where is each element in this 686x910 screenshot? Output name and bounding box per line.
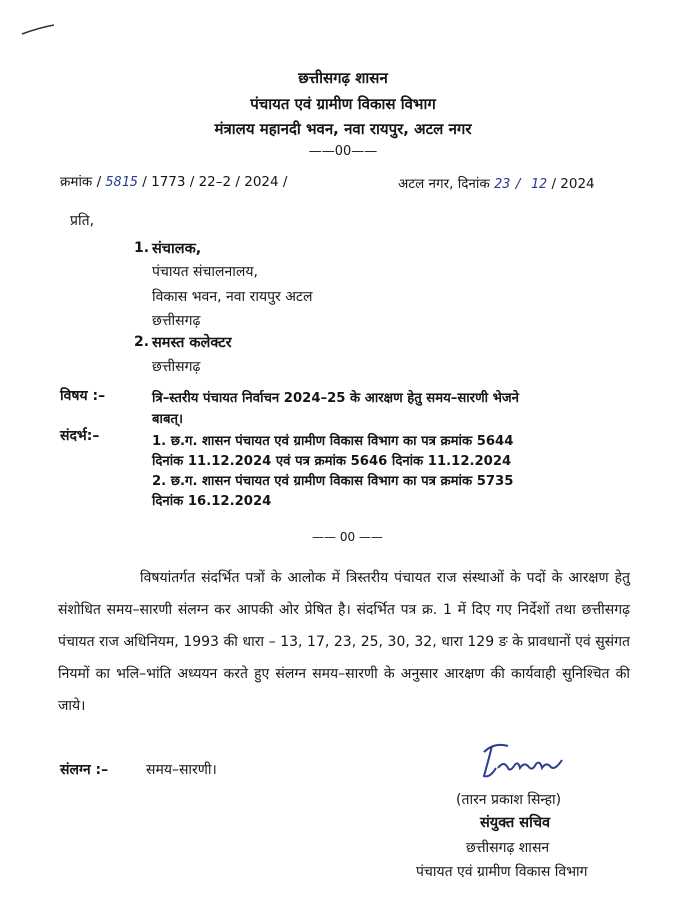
header-govt: छत्तीसगढ़ शासन: [298, 69, 388, 87]
subject-line2: बाबत्।: [152, 412, 183, 427]
date-line: [398, 174, 595, 192]
addressee-1-line4: छत्तीसगढ़: [152, 313, 201, 329]
signatory-designation: संयुक्त सचिव: [480, 815, 551, 831]
header-department: पंचायत एवं ग्रामीण विकास विभाग: [250, 95, 436, 113]
mid-separator: —— 00 ——: [312, 530, 383, 544]
header-separator: ——00——: [308, 144, 378, 159]
signatory-name: (तारन प्रकाश सिन्हा): [456, 792, 562, 808]
subject-line1: त्रि–स्तरीय पंचायत निर्वाचन 2024–25 के आरक्षण हेतु समय–सारणी भेजने: [152, 391, 519, 406]
subject-label: विषय :–: [60, 388, 106, 404]
addressee-1-line3: विकास भवन, नवा रायपुर अटल: [152, 289, 313, 305]
prati-label: प्रति,: [70, 213, 95, 229]
reference-2-line1: 2. छ.ग. शासन पंचायत एवं ग्रामीण विकास विभाग का पत्र क्रमांक 5735: [152, 474, 514, 489]
ref-line: [60, 172, 287, 190]
signature-image: [474, 738, 570, 784]
addressee-1-line2: पंचायत संचालनालय,: [152, 264, 258, 280]
reference-1-line2: दिनांक 11.12.2024 एवं पत्र क्रमांक 5646 दिनांक 11.12.2024: [152, 454, 512, 469]
date-day: 23: [494, 176, 511, 192]
enclosure-value: समय–सारणी।: [146, 762, 217, 778]
pen-stroke-mark: [20, 22, 56, 38]
body-text: विषयांतर्गत संदर्भित पत्रों के आलोक में त्रिस्तरीय पंचायत राज संस्थाओं के पदों के आरक्षण हेतु संशोधित समय–सारणी संलग्न कर आपकी ओर प्रेषित है। संदर्भित पत्र क्र. 1 में दिए गए निर्देशों तथा छत्तीसगढ़ पंचायत राज अधिनियम, 1993 की धारा – 13, 17, 23, 25, 30, 32, धारा 129 ङ के प्रावधानों एवं सुसंगत नियमों का भलि–भांति अध्ययन करते हुए संलग्न समय–सारणी के अनुसार आरक्षण की कार्यवाही सुनिश्चित की जाये।: [58, 570, 630, 714]
addressee-1-number: 1.: [134, 240, 150, 256]
ref-handwritten-number: 5815: [105, 174, 138, 190]
enclosure-label: संलग्न :–: [60, 762, 109, 778]
addressee-2-number: 2.: [134, 334, 150, 350]
ref-label: क्रमांक /: [60, 174, 102, 190]
signatory-org-line2: पंचायत एवं ग्रामीण विकास विभाग: [416, 864, 588, 880]
date-label: अटल नगर, दिनांक: [398, 176, 490, 192]
body-paragraph: [58, 562, 630, 722]
addressee-2-line2: छत्तीसगढ़: [152, 359, 201, 375]
date-month: / 12: [514, 176, 548, 192]
reference-label: संदर्भ:–: [60, 428, 100, 444]
addressee-1-title: संचालक,: [152, 241, 202, 257]
ref-printed-number: / 1773 / 22–2 / 2024 /: [142, 174, 288, 190]
addressee-2-title: समस्त कलेक्टर: [152, 335, 232, 351]
reference-1-line1: 1. छ.ग. शासन पंचायत एवं ग्रामीण विकास विभाग का पत्र क्रमांक 5644: [152, 434, 514, 449]
date-year: / 2024: [551, 176, 595, 192]
header-address: मंत्रालय महानदी भवन, नवा रायपुर, अटल नगर: [214, 120, 472, 138]
signatory-org-line1: छत्तीसगढ़ शासन: [466, 840, 550, 856]
reference-2-line2: दिनांक 16.12.2024: [152, 494, 272, 509]
